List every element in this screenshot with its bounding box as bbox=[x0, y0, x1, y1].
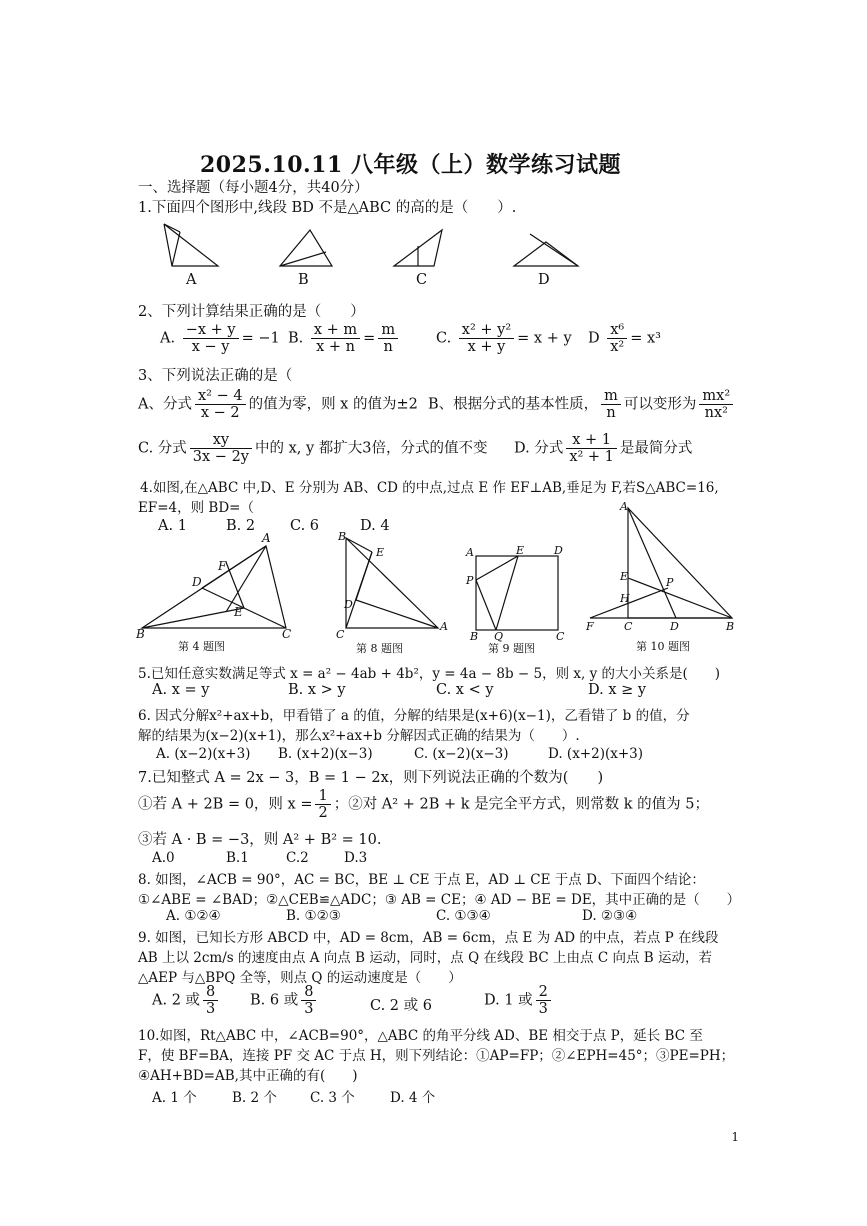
q1-option-c: C bbox=[416, 272, 428, 288]
q4-line1: 4.如图,在△ABC 中,D、E 分别为 AB、CD 的中点,过点 E 作 EF⊥AB,垂足为 F,若S△ABC=16, bbox=[140, 480, 719, 496]
q9-line2: AB 上以 2cm/s 的速度由点 A 向点 B 运动，同时，点 Q 在线段 BC 上由点 C 向点 B 运动，若 bbox=[138, 950, 712, 966]
svg-text:E: E bbox=[516, 544, 525, 557]
q5-option-d: D. x ≥ y bbox=[588, 682, 647, 698]
q5-option-a: A. x = y bbox=[152, 682, 210, 698]
q1-option-d: D bbox=[538, 272, 550, 288]
figure-q4 bbox=[136, 532, 316, 642]
q10-line3: ④AH+BD=AB,其中正确的有( ) bbox=[138, 1068, 358, 1084]
svg-text:B: B bbox=[136, 627, 145, 641]
svg-text:C: C bbox=[556, 630, 565, 643]
q9-option-a: A. 2 或 $\frac{8}{3}$ bbox=[152, 984, 221, 1017]
svg-text:P: P bbox=[666, 576, 674, 589]
svg-text:C: C bbox=[336, 628, 345, 641]
svg-text:E: E bbox=[234, 605, 243, 619]
q8-option-a: A. ①②④ bbox=[166, 908, 221, 924]
q8-option-b: B. ①②③ bbox=[286, 908, 341, 924]
q1-stem: 1.下面四个图形中,线段 BD 不是△ABC 的高的是（ ）. bbox=[138, 200, 517, 216]
q2-option-a: A. $\frac{-x + y}{x - y}$ = −1 bbox=[160, 322, 280, 355]
q10-option-a: A. 1 个 bbox=[152, 1090, 197, 1106]
q5-option-b: B. x > y bbox=[288, 682, 346, 698]
svg-text:D: D bbox=[344, 598, 353, 611]
q3-stem: 3、下列说法正确的是（ bbox=[138, 368, 293, 384]
q8-line1: 8. 如图，∠ACB = 90°，AC = BC，BE ⊥ CE 于点 E，AD ⊥ CE 于点 D、下面四个结论： bbox=[138, 872, 705, 888]
q1-figures bbox=[150, 218, 630, 278]
svg-text:A: A bbox=[440, 620, 448, 633]
q5-stem: 5.已知任意实数满足等式 x = a² − 4ab + 4b²，y = 4a − 8b − 5，则 x, y 的大小关系是( ) bbox=[138, 666, 721, 682]
q1-fig-a bbox=[164, 224, 218, 266]
q3-option-c: C. 分式 $\frac{xy}{3x - 2y}$ 中的 x, y 都扩大3倍，分式的值不变 bbox=[138, 432, 488, 465]
q6-option-b: B. (x+2)(x−3) bbox=[278, 746, 373, 762]
q2-option-b: B. $\frac{x + m}{x + n}$ = $\frac{m}{n}$ bbox=[288, 322, 401, 355]
q3-option-a: A、分式 $\frac{\text{x² − 4}}{x - 2}$ 的值为零，则 x 的值为±2 bbox=[138, 388, 418, 421]
svg-text:B: B bbox=[470, 630, 479, 643]
q7-option-b: B.1 bbox=[226, 850, 249, 866]
svg-text:F: F bbox=[218, 559, 227, 573]
q1-fig-b bbox=[280, 230, 332, 266]
svg-text:E: E bbox=[620, 570, 629, 583]
q7-statement-1-2: ①若 A + 2B = 0，则 x = $\frac{1}{2}$ ；②对 A² + 2B + k 是完全平方式，则常数 k 的值为 5； bbox=[138, 788, 709, 821]
svg-text:D: D bbox=[192, 575, 202, 589]
page-number: 1 bbox=[731, 1130, 739, 1144]
q10-line2: F，使 BF=BA，连接 PF 交 AC 于点 H，则下列结论：①AP=FP；②∠EPH=45°；③PE=PH； bbox=[138, 1048, 735, 1064]
q4-option-d: D. 4 bbox=[360, 518, 390, 534]
q6-line1: 6. 因式分解x²+ax+b，甲看错了 a 的值，分解的结果是(x+6)(x−1)，乙看错了 b 的值，分 bbox=[138, 708, 690, 724]
q7-statement-3: ③若 A · B = −3，则 A² + B² = 10. bbox=[138, 832, 382, 848]
q6-option-a: A. (x−2)(x+3) bbox=[156, 746, 251, 762]
figure-q8-caption: 第 8 题图 bbox=[356, 642, 403, 655]
q1-fig-d bbox=[514, 234, 578, 266]
q5-option-c: C. x < y bbox=[436, 682, 494, 698]
q9-option-b: B. 6 或 $\frac{8}{3}$ bbox=[250, 984, 319, 1017]
q9-line1: 9. 如图，已知长方形 ABCD 中，AD = 8cm，AB = 6cm，点 E 为 AD 的中点，若点 P 在线段 bbox=[138, 930, 719, 946]
q6-option-d: D. (x+2)(x+3) bbox=[548, 746, 644, 762]
figure-q9-caption: 第 9 题图 bbox=[488, 642, 535, 655]
svg-text:H: H bbox=[620, 592, 630, 605]
q4-option-a: A. 1 bbox=[158, 518, 187, 534]
figure-q8 bbox=[334, 530, 454, 640]
q4-line2: EF=4，则 BD=（ bbox=[138, 500, 254, 516]
q2-option-d: D $\frac{\text{x⁶}}{\text{x²}}$ = x³ bbox=[588, 322, 661, 355]
svg-text:A: A bbox=[262, 531, 271, 545]
svg-text:F: F bbox=[586, 620, 594, 633]
q1-option-b: B bbox=[298, 272, 309, 288]
svg-text:A: A bbox=[620, 500, 628, 513]
svg-text:D: D bbox=[554, 544, 563, 557]
q8-option-c: C. ①③④ bbox=[436, 908, 491, 924]
q10-line1: 10.如图，Rt△ABC 中，∠ACB=90°，△ABC 的角平分线 AD、BE 相交于点 P，延长 BC 至 bbox=[138, 1028, 703, 1044]
svg-text:E: E bbox=[376, 546, 385, 559]
q2-option-c: C. $\frac{\text{x² + y²}}{x + y}$ = x + y bbox=[436, 322, 572, 355]
svg-text:D: D bbox=[670, 620, 679, 633]
svg-text:P: P bbox=[466, 574, 474, 587]
figure-q10-caption: 第 10 题图 bbox=[636, 640, 690, 653]
section-heading: 一、选择题（每小题4分，共40分） bbox=[138, 180, 369, 196]
q6-line2: 解的结果为(x−2)(x+1)，那么x²+ax+b 分解因式正确的结果为（ ）. bbox=[138, 728, 580, 744]
svg-text:B: B bbox=[338, 530, 347, 543]
q9-option-c: C. 2 或 6 bbox=[370, 998, 432, 1014]
q3-option-b: B、根据分式的基本性质， $\frac{m}{n}$ 可以变形为 $\frac{\text{mx²}}{\text{nx²}}$ bbox=[428, 388, 736, 421]
svg-text:Q: Q bbox=[494, 630, 504, 643]
q7-option-c: C.2 bbox=[286, 850, 309, 866]
q10-option-b: B. 2 个 bbox=[232, 1090, 277, 1106]
q10-option-d: D. 4 个 bbox=[390, 1090, 436, 1106]
q10-option-c: C. 3 个 bbox=[310, 1090, 355, 1106]
q9-option-d: D. 1 或 $\frac{2}{3}$ bbox=[484, 984, 554, 1017]
q1-fig-c bbox=[394, 230, 442, 266]
q8-option-d: D. ②③④ bbox=[582, 908, 638, 924]
svg-text:B: B bbox=[726, 620, 735, 633]
q7-stem: 7.已知整式 A = 2x − 3，B = 1 − 2x，则下列说法正确的个数为( ) bbox=[138, 770, 604, 786]
page-title: 2025.10.11 八年级（上）数学练习试题 bbox=[200, 152, 621, 178]
q8-line2: ①∠ABE = ∠BAD；②△CEB≌△ADC；③ AB = CE；④ AD − BE = DE，其中正确的是（ ） bbox=[138, 892, 741, 908]
figure-q4-caption: 第 4 题图 bbox=[178, 640, 225, 653]
svg-text:A: A bbox=[466, 546, 474, 559]
q7-option-d: D.3 bbox=[344, 850, 368, 866]
svg-text:C: C bbox=[282, 627, 292, 641]
q4-option-c: C. 6 bbox=[290, 518, 320, 534]
q4-option-b: B. 2 bbox=[226, 518, 256, 534]
q1-option-a: A bbox=[186, 272, 197, 288]
q3-option-d: D. 分式 $\frac{x + 1}{\text{x² + 1}}$ 是最简分式 bbox=[514, 432, 693, 465]
svg-text:C: C bbox=[624, 620, 633, 633]
q7-option-a: A.0 bbox=[152, 850, 175, 866]
figure-q9 bbox=[466, 546, 576, 646]
q9-line3: △AEP 与△BPQ 全等，则点 Q 的运动速度是（ ） bbox=[138, 970, 462, 986]
figure-q10 bbox=[586, 500, 746, 632]
q2-stem: 2、下列计算结果正确的是（ ） bbox=[138, 304, 365, 320]
q6-option-c: C. (x−2)(x−3) bbox=[414, 746, 509, 762]
